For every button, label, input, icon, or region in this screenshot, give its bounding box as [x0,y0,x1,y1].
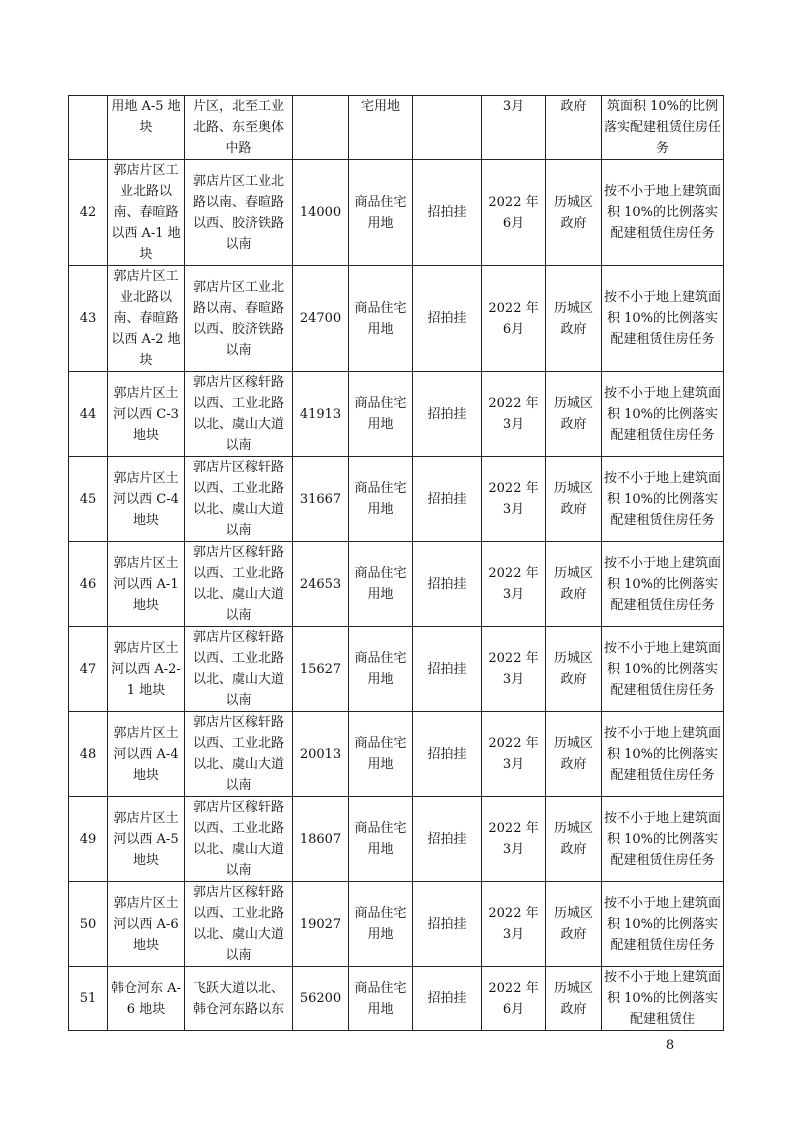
cell-land-use [349,372,413,457]
cell-supply-time [482,967,546,1031]
cell-supply-time-text: 2022 年 6月 [488,300,539,337]
table-row [69,372,724,457]
cell-location [185,967,293,1031]
cell-plot-name [108,882,185,967]
cell-supply-method [413,457,482,542]
cell-supply-time-text: 2022 年 3月 [488,906,539,942]
cell-supply-method [413,96,482,160]
cell-area [293,96,349,160]
cell-requirement [602,797,724,882]
cell-land-use-text: 商品住宅用地 [354,396,407,432]
cell-responsible-gov-text: 历城区政府 [553,194,593,231]
cell-area [293,627,349,712]
cell-supply-method [413,160,482,266]
cell-plot-name [108,96,185,160]
cell-land-use [349,457,413,542]
cell-area-text: 24653 [299,576,342,592]
cell-land-use [349,266,413,372]
cell-location [185,882,293,967]
cell-plot-name [108,967,185,1031]
cell-supply-method [413,627,482,712]
cell-area-text: 41913 [299,406,342,422]
cell-supply-time-text: 2022 年 3月 [488,396,539,432]
cell-requirement [602,96,724,160]
cell-location-text: 飞跃大道以北、韩仓河东路以东 [192,980,284,1017]
cell-supply-method [413,967,482,1031]
cell-location [185,712,293,797]
cell-requirement-text: 按不小于地上建筑面积 10%的比例落实配建租赁住房任务 [604,810,722,868]
cell-supply-time-text: 2022 年 3月 [488,481,539,517]
cell-number [69,266,108,372]
cell-supply-time [482,266,546,372]
cell-requirement [602,882,724,967]
cell-plot-name [108,712,185,797]
cell-supply-time-text: 3月 [502,99,525,114]
cell-land-use [349,712,413,797]
cell-requirement [602,627,724,712]
cell-land-use [349,96,413,160]
cell-plot-name [108,457,185,542]
cell-land-use [349,160,413,266]
cell-supply-time-text: 2022 年 3月 [488,651,539,687]
cell-supply-method [413,372,482,457]
cell-responsible-gov [546,882,602,967]
cell-supply-method [413,266,482,372]
cell-number-text: 47 [79,661,97,677]
cell-area-text: 14000 [299,205,342,220]
cell-responsible-gov [546,967,602,1031]
cell-supply-method-text: 招拍挂 [427,311,467,326]
cell-responsible-gov [546,712,602,797]
cell-plot-name [108,542,185,627]
cell-number [69,712,108,797]
cell-supply-method-text: 招拍挂 [427,916,467,932]
cell-requirement [602,266,724,372]
cell-area-text: 24700 [299,311,342,326]
cell-number [69,882,108,967]
cell-location-text: 郭店片区稼轩路以西、工业北路以北、虞山大道以南 [192,715,284,793]
cell-plot-name-text: 郭店片区土河以西 C-3 地块 [113,385,179,443]
cell-plot-name [108,266,185,372]
cell-location-text: 郭店片区稼轩路以西、工业北路以北、虞山大道以南 [192,800,284,878]
cell-responsible-gov-text: 历城区政府 [553,481,593,517]
table-row [69,160,724,266]
cell-supply-time [482,542,546,627]
cell-requirement-text: 按不小于地上建筑面积 10%的比例落实配建租赁住房任务 [604,470,722,528]
cell-location [185,96,293,160]
cell-supply-time-text: 2022 年 3月 [488,821,539,857]
cell-supply-method-text: 招拍挂 [427,991,467,1006]
cell-supply-method-text: 招拍挂 [427,205,467,220]
cell-land-use-text: 商品住宅用地 [354,906,407,942]
table-body [69,96,724,1031]
cell-responsible-gov [546,542,602,627]
cell-area [293,712,349,797]
cell-plot-name-text: 郭店片区土河以西 C-4 地块 [113,470,179,528]
table-row [69,266,724,372]
cell-plot-name-text: 郭店片区工业北路以南、春暄路以西 A-1 地块 [111,163,181,262]
cell-requirement-text: 按不小于地上建筑面积 10%的比例落实配建租赁住房任务 [604,555,722,613]
cell-responsible-gov [546,627,602,712]
cell-supply-method [413,882,482,967]
cell-requirement-text: 筑面积 10%的比例落实配建租赁住房任务 [604,99,722,156]
cell-requirement [602,967,724,1031]
cell-plot-name-text: 韩仓河东 A-6 地块 [111,980,181,1017]
cell-land-use-text: 商品住宅用地 [354,300,407,337]
cell-land-use-text: 商品住宅用地 [354,980,407,1017]
cell-number-text: 49 [79,831,97,847]
cell-number [69,372,108,457]
cell-land-use [349,627,413,712]
cell-land-use [349,882,413,967]
cell-supply-method-text: 招拍挂 [427,661,467,677]
cell-location-text: 郭店片区稼轩路以西、工业北路以北、虞山大道以南 [192,375,284,453]
cell-supply-time [482,457,546,542]
cell-requirement [602,542,724,627]
cell-location-text: 郭店片区工业北路以南、春暄路以西、胶济铁路以南 [192,279,284,358]
cell-plot-name-text: 郭店片区土河以西 A-2-1 地块 [111,640,181,698]
cell-land-use-text: 商品住宅用地 [354,821,407,857]
cell-supply-method [413,542,482,627]
cell-requirement-text: 按不小于地上建筑面积 10%的比例落实配建租赁住 [604,970,722,1027]
cell-responsible-gov-text: 历城区政府 [553,396,593,432]
cell-location [185,457,293,542]
cell-land-use-text: 宅用地 [360,99,400,114]
cell-land-use [349,542,413,627]
cell-requirement [602,160,724,266]
cell-area [293,457,349,542]
cell-responsible-gov-text: 历城区政府 [553,736,593,772]
cell-plot-name [108,160,185,266]
cell-number [69,457,108,542]
cell-land-use [349,797,413,882]
cell-supply-time [482,160,546,266]
cell-land-use-text: 商品住宅用地 [354,194,407,231]
cell-responsible-gov-text: 历城区政府 [553,980,593,1017]
land-supply-table [68,95,724,1031]
page-number: 8 [665,1038,675,1053]
cell-location [185,372,293,457]
cell-supply-method-text: 招拍挂 [427,406,467,422]
cell-responsible-gov [546,372,602,457]
cell-requirement-text: 按不小于地上建筑面积 10%的比例落实配建租赁住房任务 [604,385,722,443]
cell-supply-time-text: 2022 年 6月 [488,194,539,231]
cell-plot-name-text: 郭店片区工业北路以南、春暄路以西 A-2 地块 [111,269,181,368]
cell-supply-method [413,797,482,882]
cell-supply-method-text: 招拍挂 [427,576,467,592]
cell-number-text: 43 [79,311,97,326]
cell-area [293,967,349,1031]
table-row [69,627,724,712]
cell-responsible-gov-text: 政府 [560,99,587,114]
table-row [69,967,724,1031]
cell-number [69,160,108,266]
cell-supply-time [482,882,546,967]
cell-area [293,372,349,457]
cell-area-text: 31667 [299,491,342,507]
cell-plot-name-text: 郭店片区土河以西 A-4 地块 [113,725,179,783]
cell-supply-method-text: 招拍挂 [427,491,467,507]
cell-supply-time-text: 2022 年 3月 [488,566,539,602]
cell-supply-time [482,627,546,712]
cell-plot-name-text: 郭店片区土河以西 A-5 地块 [113,810,179,868]
cell-supply-time [482,797,546,882]
cell-area [293,160,349,266]
cell-supply-time-text: 2022 年 6月 [488,980,539,1017]
cell-land-use-text: 商品住宅用地 [354,651,407,687]
cell-area [293,542,349,627]
cell-plot-name [108,797,185,882]
cell-number [69,797,108,882]
cell-requirement-text: 按不小于地上建筑面积 10%的比例落实配建租赁住房任务 [604,725,722,783]
cell-location-text: 郭店片区工业北路以南、春暄路以西、胶济铁路以南 [192,173,284,252]
cell-requirement-text: 按不小于地上建筑面积 10%的比例落实配建租赁住房任务 [604,290,722,347]
cell-plot-name [108,627,185,712]
cell-number [69,96,108,160]
cell-location [185,542,293,627]
cell-area-text: 18607 [299,831,342,847]
cell-location-text: 郭店片区稼轩路以西、工业北路以北、虞山大道以南 [192,885,284,963]
cell-plot-name-text: 郭店片区土河以西 A-1 地块 [113,555,179,613]
cell-responsible-gov [546,797,602,882]
cell-area [293,797,349,882]
cell-number [69,627,108,712]
cell-requirement-text: 按不小于地上建筑面积 10%的比例落实配建租赁住房任务 [604,895,722,953]
cell-number-text: 45 [79,491,97,507]
cell-number [69,967,108,1031]
table-row [69,882,724,967]
cell-location-text: 片区，北至工业北路、东至奥体中路 [192,99,284,156]
cell-area [293,882,349,967]
cell-requirement-text: 按不小于地上建筑面积 10%的比例落实配建租赁住房任务 [604,640,722,698]
cell-supply-time [482,712,546,797]
cell-supply-time [482,96,546,160]
cell-location-text: 郭店片区稼轩路以西、工业北路以北、虞山大道以南 [192,460,284,538]
cell-responsible-gov [546,457,602,542]
cell-supply-method-text: 招拍挂 [427,831,467,847]
cell-plot-name-text: 用地 A-5 地块 [111,99,181,135]
cell-responsible-gov-text: 历城区政府 [553,300,593,337]
table-row [69,457,724,542]
cell-supply-method-text: 招拍挂 [427,746,467,762]
cell-responsible-gov-text: 历城区政府 [553,566,593,602]
cell-land-use-text: 商品住宅用地 [354,481,407,517]
cell-number-text: 46 [79,576,97,592]
cell-responsible-gov-text: 历城区政府 [553,906,593,942]
table-row [69,712,724,797]
cell-responsible-gov [546,266,602,372]
cell-supply-time-text: 2022 年 3月 [488,736,539,772]
cell-location [185,160,293,266]
cell-land-use [349,967,413,1031]
cell-area-text: 19027 [299,916,342,932]
table-row [69,797,724,882]
cell-number-text: 48 [79,746,97,762]
cell-land-use-text: 商品住宅用地 [354,566,407,602]
cell-location-text: 郭店片区稼轩路以西、工业北路以北、虞山大道以南 [192,545,284,623]
cell-supply-method [413,712,482,797]
cell-requirement [602,372,724,457]
cell-number-text: 44 [79,406,97,422]
cell-number-text: 51 [79,991,97,1006]
table-row [69,542,724,627]
cell-number-text: 42 [79,205,97,220]
cell-location [185,797,293,882]
cell-area-text: 56200 [299,991,342,1006]
cell-land-use-text: 商品住宅用地 [354,736,407,772]
cell-plot-name [108,372,185,457]
cell-location [185,627,293,712]
cell-requirement [602,457,724,542]
cell-location [185,266,293,372]
table-row [69,96,724,160]
cell-responsible-gov [546,160,602,266]
cell-number-text: 50 [79,916,97,932]
cell-supply-time [482,372,546,457]
cell-location-text: 郭店片区稼轩路以西、工业北路以北、虞山大道以南 [192,630,284,708]
cell-responsible-gov [546,96,602,160]
cell-responsible-gov-text: 历城区政府 [553,821,593,857]
cell-area-text: 15627 [299,661,342,677]
cell-requirement-text: 按不小于地上建筑面积 10%的比例落实配建租赁住房任务 [604,184,722,241]
cell-plot-name-text: 郭店片区土河以西 A-6 地块 [113,895,179,953]
cell-area-text: 20013 [299,746,342,762]
cell-responsible-gov-text: 历城区政府 [553,651,593,687]
cell-area [293,266,349,372]
cell-requirement [602,712,724,797]
cell-number [69,542,108,627]
